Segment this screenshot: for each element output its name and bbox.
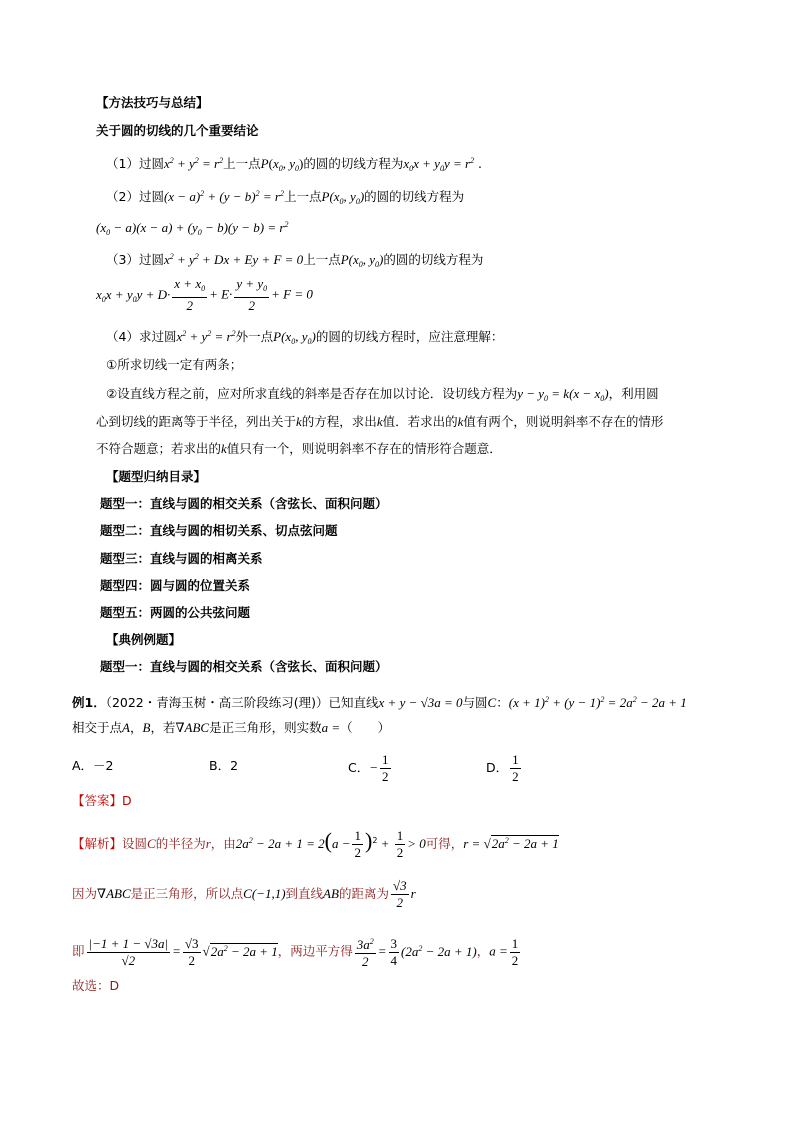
subheading: 关于圆的切线的几个重要结论 <box>96 123 259 138</box>
conclusion-3: （3）过圆$x^2 + y^2 + Dx + Ey + F = 0$上一点$P(x_0$, $y_0$)的圆的切线方程为 <box>106 252 484 269</box>
type-item-5: 题型五：两圆的公共弦问题 <box>100 605 251 620</box>
note-4: 不符合题意；若求出的k值只有一个，则说明斜率不存在的情形符合题意． <box>96 441 502 456</box>
note-1: ①所求切线一定有两条； <box>106 357 243 372</box>
note-2: ②设直线方程之前，应对所求直线的斜率是否存在加以讨论．设切线方程为$y - y_0 = k(x - x_0)$，利用圆 <box>106 386 659 403</box>
answer-line: 【答案】D <box>72 793 132 808</box>
conclusion-3-formula: $x_0x + y_0y + D\cdot$ $\frac{x + x_0}{2}$ + E· $\frac{y + y_0}{2}$ + F = 0 <box>96 276 313 313</box>
type1-title: 题型一：直线与圆的相交关系（含弦长、面积问题） <box>100 659 388 674</box>
analysis-line-2: 因为∇ABC是正三角形，所以点C(−1,1)到直线AB的距离为 $\frac{√3}{2}$ r <box>72 878 416 910</box>
note-3: 心到切线的距离等于半径，列出关于k的方程，求出k值．若求出的k值有两个，则说明斜率不存在的情形 <box>96 414 664 429</box>
conclusion-2: （2）过圆$(x - a)^2 + (y - b)^2 = r^2$上一点$P(x_0$, $y_0$)的圆的切线方程为 <box>106 189 465 206</box>
type-item-1: 题型一：直线与圆的相交关系（含弦长、面积问题） <box>100 496 388 511</box>
type-item-4: 题型四：圆与圆的位置关系 <box>100 578 251 593</box>
example-1-line1: 例1．（2022・青海玉树・高三阶段练习(理)）已知直线x + y − √3a = 0与圆C：$(x + 1)^2 + (y - 1)^2 = 2a^2 - 2a + 1$ <box>72 695 687 710</box>
conclusion-line: 故选：D <box>72 978 120 993</box>
analysis-line-3: 即 $\frac{|-1 + 1 - √3a|}{√2}$ = $\frac{√3}{2}$ $√2a^2 - 2a + 1$，两边平方得 $\frac{3a^2}{2}$ = $\frac{3}{4}$ $(2a^2 - 2a + 1)$，a = $\frac{1}{2}$ <box>72 935 519 969</box>
options-row <box>72 752 532 786</box>
option-b[interactable]: B．2 <box>209 758 239 773</box>
conclusion-1: （1）过圆$x^2 + y^2 = r^2$上一点$P(x_0$, $y_0$)的圆的切线方程为$x_0x + y_0y = r^2$ . <box>106 156 483 173</box>
example-1-line2: 相交于点A，B，若∇ABC是正三角形，则实数a =（ ） <box>72 720 391 735</box>
conclusion-4: （4）求过圆$x^2 + y^2 = r^2$外一点$P(x_0$, $y_0$)的圆的切线方程时，应注意理解： <box>106 329 504 346</box>
types-heading: 【题型归纳目录】 <box>106 469 207 484</box>
option-a[interactable]: A．－2 <box>72 758 114 773</box>
conclusion-2-formula: $(x_0 - a)(x - a) + (y_0 - b)(y - b) = r^2$ <box>96 220 289 237</box>
option-d[interactable]: D． $\frac{1}{2}$ <box>486 752 519 784</box>
type-item-3: 题型三：直线与圆的相离关系 <box>100 551 263 566</box>
method-heading: 【方法技巧与总结】 <box>96 95 209 110</box>
examples-heading: 【典例例题】 <box>106 632 182 647</box>
option-c[interactable]: C．− $\frac{1}{2}$ <box>348 752 389 784</box>
analysis-line-1: 【解析】设圆C的半径为r，由$2a^2 - 2a + 1 = 2(a$ − $\frac{1}{2}$ )$^2$ + $\frac{1}{2}$ > 0可得，$r = √2a^2 - 2a + 1$ <box>72 828 559 860</box>
type-item-2: 题型二：直线与圆的相切关系、切点弦问题 <box>100 523 338 538</box>
